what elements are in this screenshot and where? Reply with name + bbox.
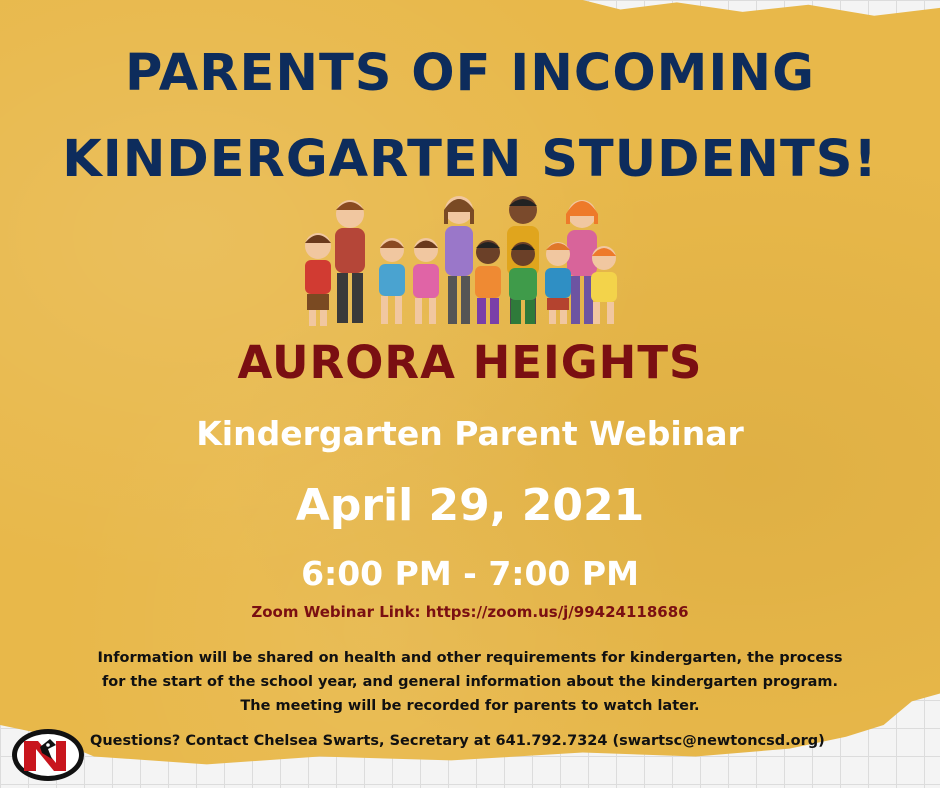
event-date: April 29, 2021 xyxy=(295,480,645,531)
event-time: 6:00 PM - 7:00 PM xyxy=(301,554,639,593)
child-figure xyxy=(379,238,405,324)
info-line: The meeting will be recorded for parents to watch later. xyxy=(240,698,700,714)
child-figure xyxy=(545,242,571,324)
school-cardinal-logo xyxy=(10,727,86,783)
event-title: Kindergarten Parent Webinar xyxy=(196,414,744,453)
adult-figure xyxy=(444,196,474,324)
child-figure xyxy=(475,240,501,324)
school-name: AURORA HEIGHTS xyxy=(237,336,703,389)
zoom-webinar-link[interactable]: Zoom Webinar Link: https://zoom.us/j/99424118686 xyxy=(251,603,689,621)
adult-figure xyxy=(335,200,365,323)
info-line: for the start of the school year, and general information about the kindergarten program. xyxy=(101,674,839,690)
child-figure xyxy=(305,233,331,326)
child-figure xyxy=(591,246,617,324)
page-title-line2: KINDERGARTEN STUDENTS! xyxy=(62,130,878,189)
info-line: Information will be shared on health and other requirements for kindergarten, the process xyxy=(97,650,843,666)
family-group-illustration xyxy=(295,188,645,330)
info-paragraph xyxy=(30,646,910,718)
contact-line: Questions? Contact Chelsea Swarts, Secretary at 641.792.7324 (swartsc@newtoncsd.org) xyxy=(90,733,825,749)
child-figure xyxy=(413,238,439,324)
child-figure xyxy=(509,242,537,324)
page-title-line1: PARENTS OF INCOMING xyxy=(125,44,815,103)
